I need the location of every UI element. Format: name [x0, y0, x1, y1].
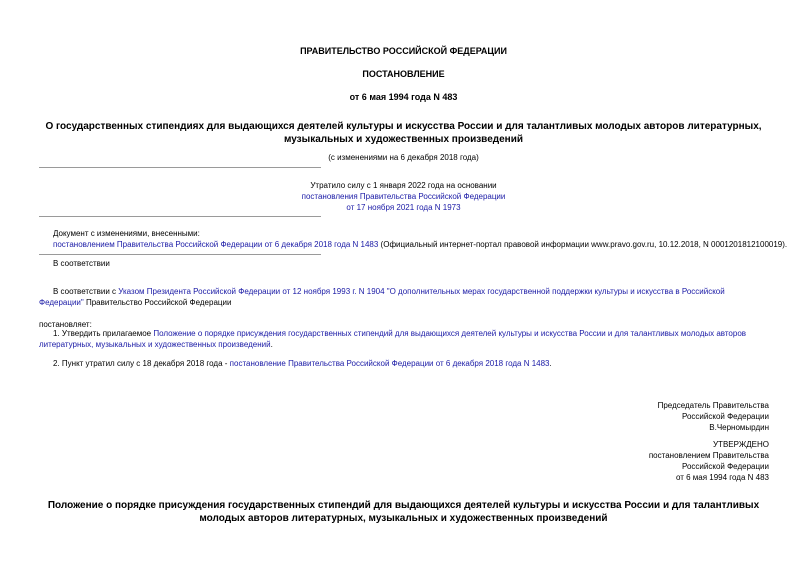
expired-note: Утратило силу с 1 января 2022 года на основании	[310, 181, 497, 190]
document-type-heading: ПОСТАНОВЛЕНИЕ	[362, 69, 445, 79]
expired-basis-link[interactable]: постановления Правительства Российской Федерации	[301, 192, 506, 201]
in-accordance-text: В соответствии	[53, 259, 110, 268]
approval-heading: УТВЕРЖДЕНО	[712, 440, 769, 449]
item-1-paragraph	[39, 328, 769, 350]
item-2-paragraph	[39, 358, 769, 369]
amendments-line	[53, 239, 787, 250]
amendment-link[interactable]: постановлением Правительства Российской Федерации от 6 декабря 2018 года N 1483	[53, 240, 379, 249]
item-2-suffix: .	[549, 359, 552, 368]
presidential-decree-link[interactable]: Указом Президента Российской Федерации от 12 ноября 1993 г. N 1904 "О дополнительных мерах государственной поддержки культуры и искусства в Российской Федерации"	[39, 287, 725, 307]
approval-country: Российской Федерации	[682, 462, 769, 471]
preamble-prefix: В соответствии с	[53, 287, 119, 296]
preamble-suffix: Правительство Российской Федерации	[83, 298, 232, 307]
regulation-title: Положение о порядке присуждения государственных стипендий для выдающихся деятелей культуры и искусства России и для талантливых молодых авторов литературных, музыкальных и художественных произведений	[47, 500, 760, 524]
amendments-label: Документ с изменениями, внесенными:	[53, 229, 200, 238]
item-1-suffix: .	[270, 340, 273, 349]
signature-country: Российской Федерации	[682, 412, 769, 421]
separator-line	[39, 167, 321, 168]
government-heading: ПРАВИТЕЛЬСТВО РОССИЙСКОЙ ФЕДЕРАЦИИ	[300, 46, 507, 56]
regulation-link[interactable]: Положение о порядке присуждения государственных стипендий для выдающихся деятелей культуры и искусства России и для талантливых молодых авторов литературных, музыкальных и художественных произведений	[39, 329, 747, 349]
preamble-paragraph	[39, 286, 769, 308]
document-date-number: от 6 мая 1994 года N 483	[349, 92, 458, 102]
approval-block	[649, 439, 769, 483]
signature-name: В.Черномырдин	[709, 423, 769, 432]
signature-block	[658, 400, 769, 433]
item-1-prefix: 1. Утвердить прилагаемое	[53, 329, 154, 338]
separator-line	[39, 254, 321, 255]
amendment-note: (с изменениями на 6 декабря 2018 года)	[328, 153, 479, 162]
repeal-link[interactable]: постановление Правительства Российской Федерации от 6 декабря 2018 года N 1483	[229, 359, 550, 368]
item-2-prefix: 2. Пункт утратил силу с 18 декабря 2018 года -	[53, 359, 230, 368]
approval-date: от 6 мая 1994 года N 483	[675, 473, 769, 482]
separator-line	[39, 216, 321, 217]
expired-basis-link-date[interactable]: от 17 ноября 2021 года N 1973	[346, 203, 461, 212]
signature-position: Председатель Правительства	[657, 401, 769, 410]
decides-text: постановляет:	[39, 320, 92, 329]
amendment-source: (Официальный интернет-портал правовой информации www.pravo.gov.ru, 10.12.2018, N 0001201812100019).	[378, 240, 788, 249]
document-title: О государственных стипендиях для выдающихся деятелей культуры и искусства России и для талантливых молодых авторов литературных, музыкальных и художественных произведений	[45, 121, 762, 145]
approval-resolution: постановлением Правительства	[648, 451, 769, 460]
